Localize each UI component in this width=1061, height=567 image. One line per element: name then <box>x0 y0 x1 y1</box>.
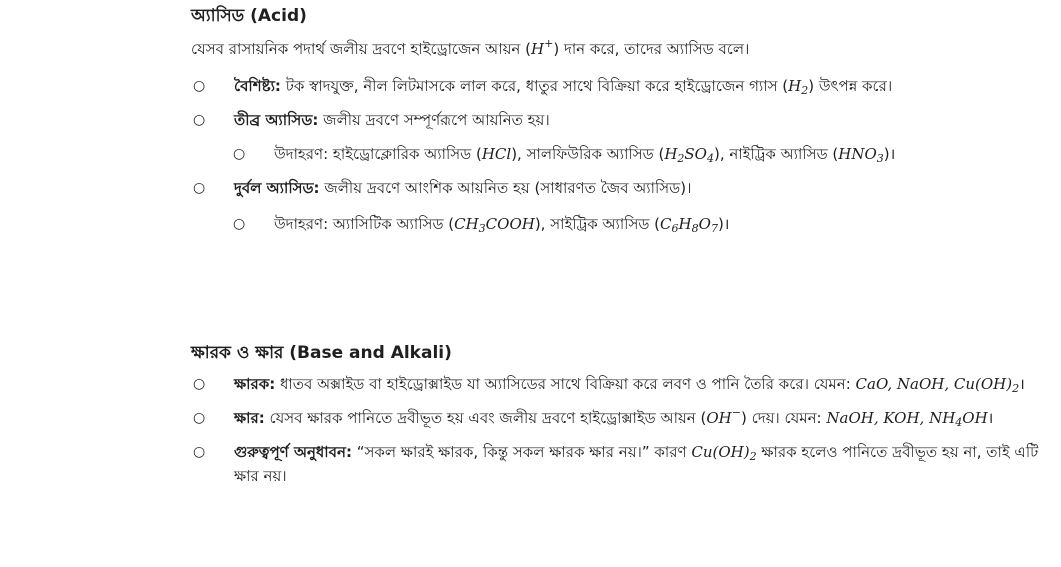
base-list <box>191 372 1051 488</box>
item-label: তীব্র অ্যাসিড: <box>234 111 319 129</box>
acid-section <box>191 4 1051 236</box>
math-alkali-examples: NaOH, KOH, $NH_4OH$ <box>826 409 988 429</box>
acid-definition: যেসব রাসায়নিক পদার্থ জলীয় দ্রবণে হাইড্রোজেন আয়ন (H+) দান করে, তাদের অ্যাসিড বলে। <box>191 37 750 58</box>
item-label: দুর্বল অ্যাসিড: <box>234 179 320 197</box>
bullet-icon: ○ <box>193 444 206 460</box>
list-item: ○ উদাহরণ: হাইড্রোক্লোরিক অ্যাসিড (HCl), সালফিউরিক অ্যাসিড $(H_2SO_4)$, নাইট্রিক অ্যাসিড $(HNO_3)।$ <box>191 142 1051 166</box>
list-item: ○ দুর্বল অ্যাসিড: জলীয় দ্রবণে আংশিক আয়নিত হয় (সাধারণত জৈব অ্যাসিড)। <box>191 176 1051 200</box>
math-h-plus: H+ <box>531 37 554 58</box>
weak-acid-examples <box>191 212 1051 236</box>
strong-acid-examples <box>191 142 1051 166</box>
math-c6h8o7: $C_6H_8O_7$ <box>660 215 718 235</box>
bullet-icon: ○ <box>193 410 206 426</box>
list-item: ○ উদাহরণ: অ্যাসিটিক অ্যাসিড $(CH_3COOH)$, সাইট্রিক অ্যাসিড $(C_6H_8O_7)।$ <box>191 212 1051 236</box>
item-label: গুরুত্বপূর্ণ অনুধাবন: <box>234 443 352 461</box>
acid-list-cont <box>191 176 1051 200</box>
acid-list <box>191 74 1051 132</box>
item-label: ক্ষারক: <box>234 375 276 393</box>
list-item: ○ ক্ষারক: ধাতব অক্সাইড বা হাইড্রোক্সাইড যা অ্যাসিডের সাথে বিক্রিয়া করে লবণ ও পানি তৈরি করে। যেমন: CaO, NaOH, $Cu(OH)_2।$ <box>191 372 1051 396</box>
bullet-icon: ○ <box>193 180 206 196</box>
list-item: ○ বৈশিষ্ট্য: টক স্বাদযুক্ত, নীল লিটমাসকে লাল করে, ধাতুর সাথে বিক্রিয়া করে হাইড্রোজেন গ্যাস $(H_2)$ উৎপন্ন করে। <box>191 74 1051 98</box>
math-base-examples: CaO, NaOH, $Cu(OH)_2$ <box>855 375 1020 395</box>
item-label: ক্ষার: <box>234 409 265 427</box>
item-label: বৈশিষ্ট্য: <box>234 77 281 95</box>
bullet-icon: ○ <box>193 78 206 94</box>
math-oh-minus: OH− <box>706 406 741 427</box>
list-item: ○ ক্ষার: যেসব ক্ষারক পানিতে দ্রবীভূত হয় এবং জলীয় দ্রবণে হাইড্রোক্সাইড আয়ন (OH−) দেয়। যেমন: NaOH, KOH, $NH_4OH।$ <box>193 406 994 429</box>
math-ch3cooh: $CH_3COOH$ <box>454 215 535 235</box>
bullet-icon: ○ <box>233 216 246 232</box>
math-hcl: HCl <box>481 145 512 163</box>
bullet-icon: ○ <box>233 146 246 162</box>
acid-heading: অ্যাসিড (Acid) <box>191 6 307 26</box>
math-cu-oh-2: $Cu(OH)_2$ <box>691 443 757 463</box>
math-h2so4: $H_2SO_4$ <box>664 145 714 165</box>
base-section <box>191 341 1051 488</box>
bullet-icon: ○ <box>193 376 206 392</box>
base-heading: ক্ষারক ও ক্ষার (Base and Alkali) <box>191 343 452 363</box>
list-item: ○ গুরুত্বপূর্ণ অনুধাবন: “সকল ক্ষারই ক্ষারক, কিন্তু সকল ক্ষারক ক্ষার নয়।” কারণ $Cu(OH)_2$ ক্ষারক হলেও পানিতে দ্রবীভূত হয় না, তাই এটি ক্ষার নয়। <box>191 440 1051 488</box>
bullet-icon: ○ <box>193 112 206 128</box>
math-h2: $H_2$ <box>788 77 809 97</box>
math-hno3: $HNO_3$ <box>838 145 884 165</box>
list-item: ○ তীব্র অ্যাসিড: জলীয় দ্রবণে সম্পূর্ণরূপে আয়নিত হয়। <box>191 108 1051 132</box>
